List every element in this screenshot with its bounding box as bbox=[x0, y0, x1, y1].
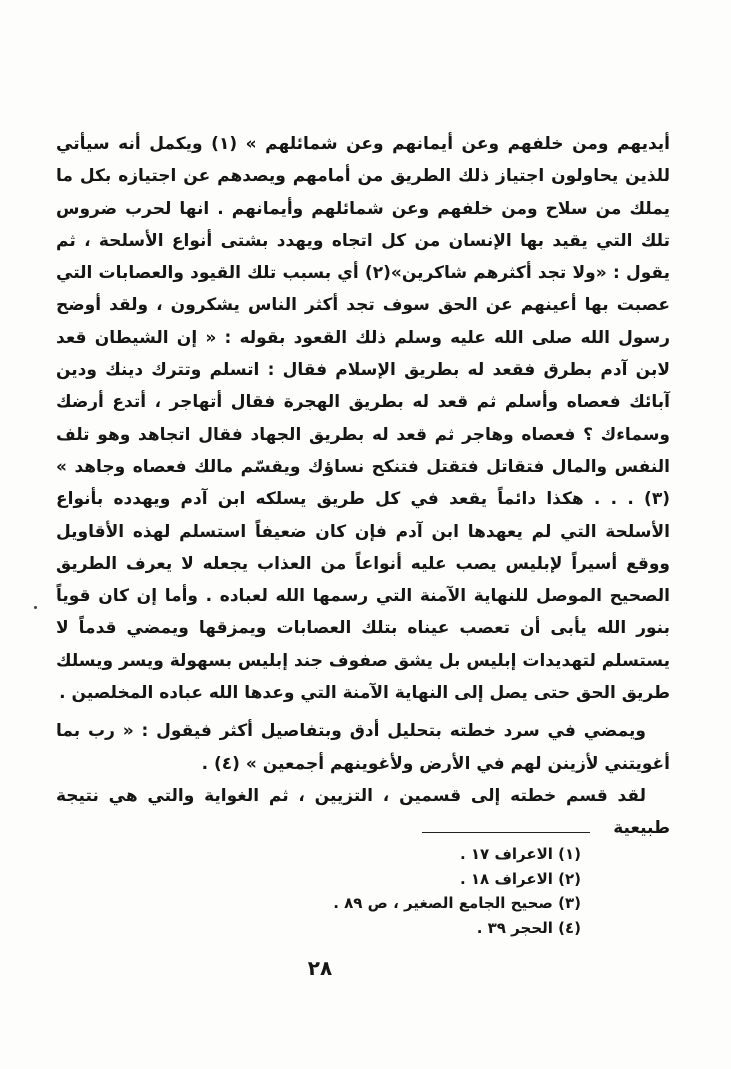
paragraph-third: لقد قسم خطته إلى قسمين ، التزيين ، ثم الغواية والتي هي نتيجة طبيعية bbox=[56, 785, 670, 839]
scan-speck bbox=[34, 606, 37, 609]
footnote-item-4: (٤) الحجر ٣٩ . bbox=[476, 918, 581, 937]
paragraph-main: أيديهم ومن خلفهم وعن أيمانهم وعن شمائلهم » (١) ويكمل أنه سيأتي للذين يحاولون اجتياز ذلك الطريق من أمامهم ويصدهم عن اجتيازه بكل ما يملك من سلاح ومن خلفهم وعن شمائلهم وأيمانهم . انها لحرب ضروس تلك التي يقيد بها الإنسان من كل اتجاه ويهدد بشتى أنواع الأسلحة ، ثم يقول : «ولا تجد أكثرهم شاكرين»(٢) أي بسبب تلك القيود والعصابات التي عصبت بها أعينهم عن الحق سوف تجد أكثر الناس يشكرون ، ولقد أوضح رسول الله صلى الله عليه وسلم ذلك القعود بقوله : « إن الشيطان قعد لابن آدم بطرق فقعد له بطريق الإسلام فقال : اتسلم وتترك دينك ودين آبائك فعصاه وأسلم ثم قعد له بطريق الهجرة فقال أتهاجر ، أتدع أرضك وسماءك ؟ فعصاه وهاجر ثم قعد له بطريق الجهاد فقال اتجاهد وهو تلف النفس والمال فتقاتل فتقتل فتنكح نساؤك ويقسّم مالك فعصاه وجاهد » (٣) . . . هكذا دائماً يقعد في كل طريق يسلكه ابن آدم ويهدده بأنواع الأسلحة التي لم يعهدها ابن آدم فإن كان ضعيفاً استسلم لهذه الأقاويل ووقع أسيراً لإبليس يصب عليه أنواعاً من العذاب يجعله لا يعرف الطريق الصحيح الموصل للنهاية الآمنة التي رسمها الله لعباده . وأما إن كان قوياً بنور الله يأبى أن تعصب عيناه بتلك العصابات ويمزقها ويمضي قدماً لا يستسلم لتهديدات إبليس بل يشق صفوف جند إبليس بسهولة ويسر ويسلك طريق الحق حتى يصل إلى النهاية الآمنة التي وعدها الله عباده المخلصين . bbox=[56, 134, 670, 704]
footnotes-list bbox=[251, 842, 581, 940]
paragraph-second: ويمضي في سرد خطته بتحليل أدق وبتفاصيل أكثر فيقول : « رب بما أغويتني لأزينن لهم في الأرض ولأغوينهم أجمعين » (٤) . bbox=[56, 721, 670, 774]
footnote-item-2: (٢) الاعراف ١٨ . bbox=[459, 869, 581, 888]
footnote-item-1: (١) الاعراف ١٧ . bbox=[459, 845, 581, 863]
page-number: ٢٨ bbox=[307, 956, 333, 980]
footnote-separator bbox=[422, 832, 590, 833]
body-text bbox=[56, 128, 670, 845]
footnote-item-3: (٣) صحيح الجامع الصغير ، ص ٨٩ . bbox=[333, 894, 581, 912]
